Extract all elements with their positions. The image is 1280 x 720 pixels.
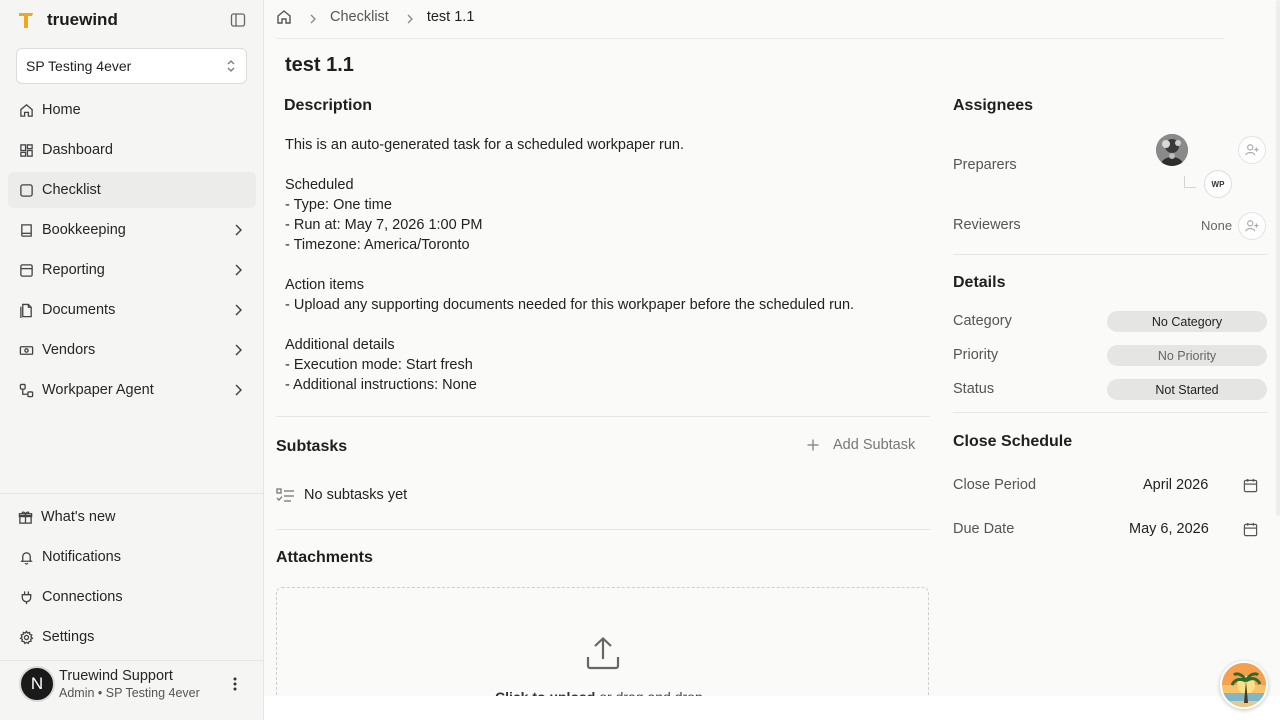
plus-icon xyxy=(806,438,820,452)
reviewers-value: None xyxy=(1201,218,1233,233)
chevron-right-icon xyxy=(234,264,242,276)
org-selector[interactable] xyxy=(16,48,247,84)
add-subtask-label: Add Subtask xyxy=(833,437,916,453)
dashboard-icon xyxy=(18,142,34,158)
chevron-right-icon xyxy=(406,12,414,22)
sidebar-item-label: Bookkeeping xyxy=(42,222,126,238)
sidebar-item-label: Workpaper Agent xyxy=(42,382,154,398)
sidebar-utility-nav xyxy=(8,499,256,659)
attachment-dropzone[interactable] xyxy=(276,587,929,707)
description-heading: Description xyxy=(284,97,373,114)
home-icon xyxy=(18,102,34,118)
brand-name: truewind xyxy=(47,10,118,29)
details-heading: Details xyxy=(953,274,1006,291)
gift-icon xyxy=(17,509,33,525)
support-chat-avatar[interactable] xyxy=(1220,661,1268,709)
sidebar-item-settings[interactable] xyxy=(8,619,256,655)
preparer-badge[interactable]: WP xyxy=(1204,170,1232,198)
sidebar-item-checklist[interactable] xyxy=(8,172,256,208)
assignee-connector xyxy=(1184,176,1196,188)
plug-icon xyxy=(18,589,34,605)
user-plus-icon xyxy=(1245,219,1259,233)
close-period-label: Close Period xyxy=(953,477,1037,493)
add-reviewer-button[interactable] xyxy=(1238,212,1266,240)
sidebar-nav xyxy=(8,92,256,412)
priority-label: Priority xyxy=(953,347,999,363)
priority-select[interactable]: No Priority xyxy=(1107,345,1267,366)
workflow-icon xyxy=(18,382,34,398)
sidebar-item-label: Checklist xyxy=(42,182,101,198)
sidebar-item-whats-new[interactable] xyxy=(8,499,256,535)
avatar[interactable] xyxy=(1156,134,1188,166)
topbar-divider xyxy=(276,38,1224,39)
add-subtask-button[interactable] xyxy=(806,437,915,453)
sidebar-item-label: Vendors xyxy=(42,342,96,358)
sidebar-item-vendors[interactable] xyxy=(8,332,256,368)
sidebar-divider xyxy=(0,493,263,494)
due-date-label: Due Date xyxy=(953,521,1015,537)
subtasks-heading: Subtasks xyxy=(276,438,348,455)
chevron-right-icon xyxy=(309,12,317,22)
main-footer-mask xyxy=(264,696,1280,720)
reviewers-label: Reviewers xyxy=(953,217,1021,233)
list-checks-icon xyxy=(276,488,295,503)
calendar-icon[interactable] xyxy=(1243,478,1258,493)
status-label: Status xyxy=(953,381,995,397)
category-label: Category xyxy=(953,313,1012,329)
sidebar-item-dashboard[interactable] xyxy=(8,132,256,168)
assignees-heading: Assignees xyxy=(953,97,1034,114)
sidebar-item-label: Connections xyxy=(42,589,123,605)
sidebar-item-label: Dashboard xyxy=(42,142,113,158)
truewind-logo-icon xyxy=(16,9,36,31)
breadcrumb xyxy=(276,9,474,25)
org-selector-value: SP Testing 4ever xyxy=(26,58,132,74)
user-name: Truewind Support xyxy=(59,668,173,684)
book-icon xyxy=(18,222,34,238)
bell-icon xyxy=(18,549,34,565)
sidebar-item-bookkeeping[interactable] xyxy=(8,212,256,248)
upload-icon xyxy=(585,635,621,671)
sidebar-item-label: Reporting xyxy=(42,262,105,278)
sidebar-divider xyxy=(0,660,263,661)
home-icon[interactable] xyxy=(276,9,292,25)
attachments-heading: Attachments xyxy=(276,549,373,566)
scrollbar[interactable] xyxy=(1276,0,1280,516)
checklist-icon xyxy=(18,182,34,198)
sidebar-item-label: What's new xyxy=(41,509,116,525)
chevron-right-icon xyxy=(234,304,242,316)
gear-icon xyxy=(18,629,34,645)
sidebar-item-workpaper-agent[interactable] xyxy=(8,372,256,408)
status-select[interactable]: Not Started xyxy=(1107,379,1267,400)
category-select[interactable]: No Category xyxy=(1107,311,1267,332)
section-divider xyxy=(953,412,1268,413)
chevron-updown-icon xyxy=(226,59,236,73)
chevron-right-icon xyxy=(234,384,242,396)
add-preparer-button[interactable] xyxy=(1238,136,1266,164)
sidebar-item-notifications[interactable] xyxy=(8,539,256,575)
chevron-right-icon xyxy=(234,224,242,236)
calendar-icon[interactable] xyxy=(1243,522,1258,537)
section-divider xyxy=(953,254,1268,255)
more-vertical-icon[interactable] xyxy=(233,676,237,692)
subtasks-empty-text: No subtasks yet xyxy=(304,487,408,503)
sidebar-toggle-icon[interactable] xyxy=(230,12,248,28)
description-body[interactable]: This is an auto-generated task for a scheduled workpaper run. Scheduled - Type: One time - Run at: May 7, 2026 1:00 PM - Timezone: America/Toronto Action items - Upload any supporting documents needed for this workpaper before the scheduled run. Additional details - Execution mode: Start fresh - Additional instructions: None xyxy=(285,137,855,393)
subtasks-empty-state xyxy=(276,487,407,503)
page-title[interactable]: test 1.1 xyxy=(285,54,354,76)
user-plus-icon xyxy=(1245,143,1259,157)
sidebar-item-label: Settings xyxy=(42,629,95,645)
brand[interactable] xyxy=(16,8,118,32)
user-profile[interactable] xyxy=(19,664,249,704)
breadcrumb-current: test 1.1 xyxy=(426,9,475,25)
breadcrumb-checklist[interactable]: Checklist xyxy=(330,9,389,25)
chevron-right-icon xyxy=(234,344,242,356)
preparers-label: Preparers xyxy=(953,157,1017,173)
sidebar-item-home[interactable] xyxy=(8,92,256,128)
user-role: Admin • SP Testing 4ever xyxy=(59,686,200,700)
due-date-value[interactable]: May 6, 2026 xyxy=(1129,521,1209,537)
documents-icon xyxy=(18,302,34,318)
section-divider xyxy=(276,529,930,530)
reporting-icon xyxy=(18,262,34,278)
sidebar xyxy=(0,0,264,720)
sidebar-item-connections[interactable] xyxy=(8,579,256,615)
sidebar-item-reporting[interactable] xyxy=(8,252,256,288)
vendors-icon xyxy=(18,342,34,358)
avatar: N xyxy=(19,666,55,702)
sidebar-item-label: Documents xyxy=(42,302,116,318)
sidebar-item-documents[interactable] xyxy=(8,292,256,328)
section-divider xyxy=(276,416,930,417)
sidebar-item-label: Home xyxy=(42,102,81,118)
close-period-value[interactable]: April 2026 xyxy=(1143,477,1209,493)
close-schedule-heading: Close Schedule xyxy=(953,433,1073,450)
sidebar-item-label: Notifications xyxy=(42,549,121,565)
